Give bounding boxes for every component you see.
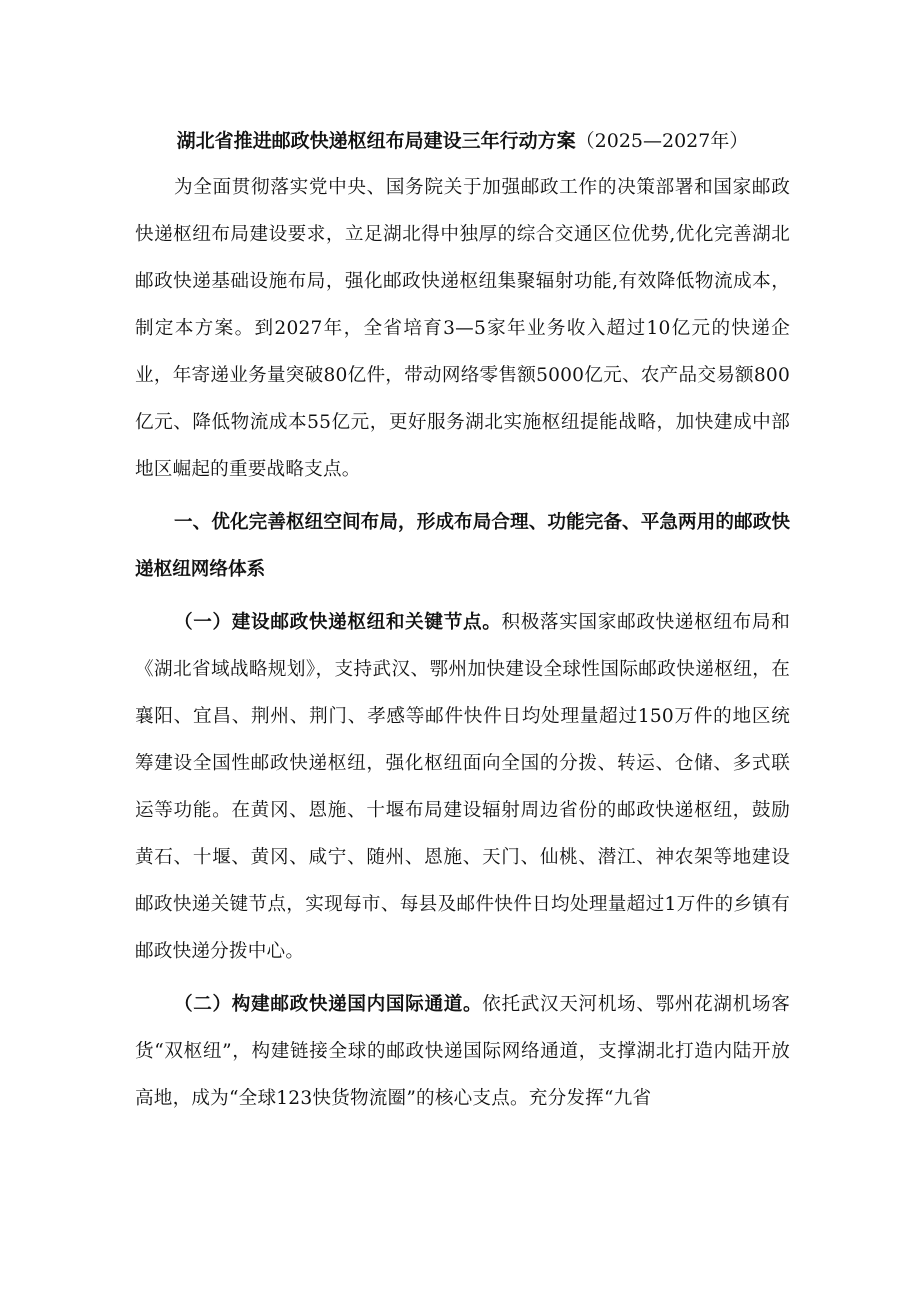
- subsection-paragraph-2: [135, 981, 790, 1122]
- subsection-body-1: 积极落实国家邮政快递枢纽布局和《湖北省域战略规划》，支持武汉、鄂州加快建设全球性国际邮政快递枢纽，在襄阳、宜昌、荆州、荆门、孝感等邮件快件日均处理量超过150万件的地区统筹建设全国性邮政快递枢纽，强化枢纽面向全国的分拨、转运、仓储、多式联运等功能。在黄冈、恩施、十堰布局建设辐射周边省份的邮政快递枢纽，鼓励黄石、十堰、黄冈、咸宁、随州、恩施、天门、仙桃、潜江、神农架等地建设邮政快递关键节点，实现每市、每县及邮件快件日均处理量超过1万件的乡镇有邮政快递分拨中心。: [135, 612, 790, 962]
- document-page: [135, 118, 790, 1122]
- title-year-range: （2025—2027年）: [575, 130, 749, 152]
- subsection-paragraph-1: [135, 599, 790, 975]
- subsection-lead-1: （一）建设邮政快递枢纽和关键节点。: [174, 612, 502, 633]
- subsection-lead-2: （二）构建邮政快递国内国际通道。: [174, 994, 483, 1015]
- document-title: [135, 118, 790, 164]
- subsection-body-2: 依托武汉天河机场、鄂州花湖机场客货“双枢纽”，构建链接全球的邮政快递国际网络通道，支撑湖北打造内陆开放高地，成为“全球123快货物流圈”的核心支点。充分发挥“九省: [135, 994, 790, 1109]
- title-main: 湖北省推进邮政快递枢纽布局建设三年行动方案: [176, 130, 576, 152]
- section-heading-1: 一、优化完善枢纽空间布局，形成布局合理、功能完备、平急两用的邮政快递枢纽网络体系: [135, 512, 790, 580]
- intro-paragraph: 为全面贯彻落实党中央、国务院关于加强邮政工作的决策部署和国家邮政快递枢纽布局建设要求，立足湖北得中独厚的综合交通区位优势,优化完善湖北邮政快递基础设施布局，强化邮政快递枢纽集聚辐射功能,有效降低物流成本，制定本方案。到2027年，全省培育3—5家年业务收入超过10亿元的快递企业，年寄递业务量突破80亿件，带动网络零售额5000亿元、农产品交易额800亿元、降低物流成本55亿元，更好服务湖北实施枢纽提能战略，加快建成中部地区崛起的重要战略支点。: [135, 177, 790, 480]
